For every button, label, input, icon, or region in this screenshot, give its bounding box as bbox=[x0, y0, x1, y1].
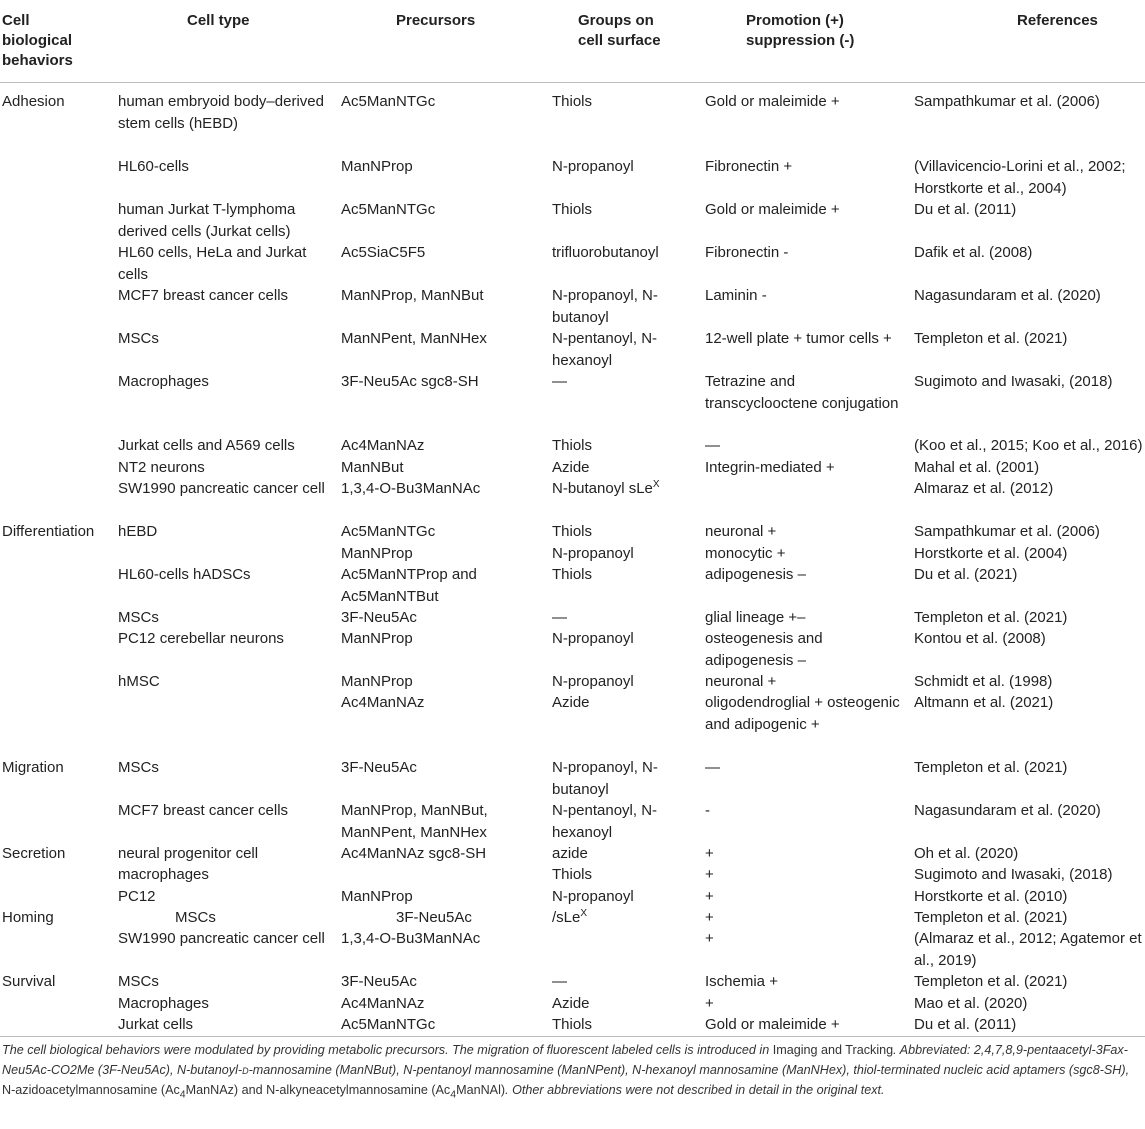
behavior-cell bbox=[2, 91, 114, 113]
promotion-cell-text: + bbox=[705, 995, 714, 1012]
precursor-cell-text: ManNProp, ManNBut bbox=[341, 287, 484, 304]
cell-type-cell bbox=[118, 328, 336, 350]
surface-group-cell-text: Azide bbox=[552, 694, 590, 711]
behavior-cell bbox=[2, 757, 114, 779]
reference-cell bbox=[914, 607, 1145, 629]
reference-cell-text: Templeton et al. (2021) bbox=[914, 759, 1068, 776]
reference-cell-text: Templeton et al. (2021) bbox=[914, 609, 1068, 626]
promotion-cell-text: 12-well plate + tumor cells + bbox=[705, 330, 892, 347]
precursor-cell bbox=[341, 242, 546, 264]
cell-type-cell bbox=[118, 1014, 336, 1036]
precursor-cell-text: Ac4ManNAz sgc8-SH bbox=[341, 845, 487, 862]
superscript-x: X bbox=[652, 479, 660, 490]
surface-group-cell-text: N-propanoyl bbox=[552, 630, 634, 647]
promotion-cell-text: Gold or maleimide + bbox=[705, 93, 840, 110]
cell-type-cell bbox=[118, 843, 336, 865]
cell-type-cell bbox=[118, 671, 336, 693]
reference-cell-text: Mahal et al. (2001) bbox=[914, 459, 1040, 476]
reference-cell-text: Du et al. (2011) bbox=[914, 201, 1017, 218]
header-promotion: Promotion (+) suppression (-) bbox=[746, 12, 855, 49]
cell-type-cell-text: MSCs bbox=[118, 973, 159, 990]
surface-group-cell-text: Thiols bbox=[552, 93, 593, 110]
cell-type-cell bbox=[118, 864, 336, 886]
promotion-cell-text: Ischemia + bbox=[705, 973, 778, 990]
reference-cell bbox=[914, 521, 1145, 543]
reference-cell-text: Horstkorte et al. (2010) bbox=[914, 888, 1068, 905]
reference-cell bbox=[914, 285, 1145, 307]
surface-group-cell bbox=[552, 521, 698, 543]
promotion-cell bbox=[705, 886, 910, 908]
promotion-cell bbox=[705, 371, 910, 414]
surface-group-cell-text: azide bbox=[552, 845, 588, 862]
footnote-part: The cell biological behaviors were modulated by providing metabolic precursors. The migration of fluorescent labeled cells is introduced in bbox=[2, 1043, 773, 1057]
precursor-cell bbox=[341, 457, 546, 479]
cell-type-cell bbox=[118, 371, 336, 393]
cell-type-cell-text: macrophages bbox=[118, 866, 209, 883]
footnote-section-ref: Imaging and Tracking bbox=[772, 1043, 894, 1057]
surface-group-cell-text: Thiols bbox=[552, 201, 593, 218]
promotion-cell bbox=[705, 521, 910, 543]
cell-type-cell-text: NT2 neurons bbox=[118, 459, 205, 476]
cell-type-cell bbox=[118, 564, 336, 586]
promotion-cell-text: neuronal + bbox=[705, 523, 777, 540]
surface-group-cell bbox=[552, 91, 698, 113]
surface-group-cell bbox=[552, 371, 698, 393]
surface-group-cell-text: Thiols bbox=[552, 566, 593, 583]
cell-type-cell-text: PC12 bbox=[118, 888, 156, 905]
promotion-cell-text: + bbox=[705, 866, 714, 883]
surface-group-cell bbox=[552, 843, 698, 865]
cell-type-cell-text: MCF7 breast cancer cells bbox=[118, 287, 289, 304]
reference-cell-text: Schmidt et al. (1998) bbox=[914, 673, 1053, 690]
reference-cell-text: Almaraz et al. (2012) bbox=[914, 480, 1054, 497]
promotion-cell bbox=[705, 564, 910, 586]
reference-cell bbox=[914, 328, 1145, 350]
promotion-cell-text: Integrin-mediated + bbox=[705, 459, 835, 476]
promotion-cell-text: + bbox=[705, 888, 714, 905]
cell-type-cell-text: Macrophages bbox=[118, 995, 209, 1012]
surface-group-cell bbox=[552, 564, 698, 586]
surface-group-cell bbox=[552, 628, 698, 650]
precursor-cell-text: Ac5ManNTGc bbox=[341, 523, 436, 540]
promotion-cell bbox=[705, 91, 910, 113]
precursor-cell bbox=[341, 800, 546, 843]
promotion-cell bbox=[705, 757, 910, 779]
surface-group-cell-text: N-propanoyl, N-butanoyl bbox=[552, 759, 658, 798]
precursor-cell-text: ManNProp bbox=[341, 673, 413, 690]
promotion-cell bbox=[705, 156, 910, 178]
reference-cell-text: Oh et al. (2020) bbox=[914, 845, 1019, 862]
reference-cell-text: Templeton et al. (2021) bbox=[914, 330, 1068, 347]
surface-group-cell bbox=[552, 993, 698, 1015]
promotion-cell-text: - bbox=[705, 802, 710, 819]
promotion-cell bbox=[705, 993, 910, 1015]
precursor-cell bbox=[341, 156, 546, 178]
precursor-cell bbox=[341, 607, 546, 629]
surface-group-cell bbox=[552, 1014, 698, 1036]
reference-cell-text: Du et al. (2011) bbox=[914, 1016, 1017, 1033]
precursor-cell bbox=[341, 1014, 546, 1036]
surface-group-cell-text: N-propanoyl bbox=[552, 673, 634, 690]
cell-type-cell bbox=[118, 928, 336, 950]
promotion-cell-text: — bbox=[705, 437, 720, 454]
promotion-cell-text: monocytic + bbox=[705, 545, 786, 562]
promotion-cell bbox=[705, 435, 910, 457]
cell-type-cell-text: Macrophages bbox=[118, 373, 209, 390]
precursor-cell bbox=[341, 91, 546, 113]
surface-group-cell-text: Thiols bbox=[552, 523, 593, 540]
surface-group-cell-text: N-propanoyl bbox=[552, 158, 634, 175]
promotion-cell bbox=[705, 971, 910, 993]
surface-group-cell-text: N-propanoyl bbox=[552, 545, 634, 562]
reference-cell bbox=[914, 478, 1145, 500]
behavior-cell-text: Migration bbox=[2, 759, 64, 776]
surface-group-cell-text: /sLe bbox=[552, 909, 581, 926]
promotion-cell bbox=[705, 628, 910, 671]
precursor-cell-text: ManNPent, ManNHex bbox=[341, 330, 487, 347]
precursor-cell-text: 3F-Neu5Ac bbox=[341, 609, 417, 626]
cell-type-cell-text: MCF7 breast cancer cells bbox=[118, 802, 289, 819]
precursor-cell-text: Ac4ManNAz bbox=[341, 694, 425, 711]
footnote-part: ManNAz) and N-alkyneacetylmannosamine (Ac bbox=[185, 1083, 451, 1097]
reference-cell bbox=[914, 692, 1145, 714]
surface-group-cell bbox=[552, 457, 698, 479]
promotion-cell bbox=[705, 1014, 910, 1036]
footnote-part: . Other abbreviations were not described in detail in the original text. bbox=[505, 1083, 885, 1097]
cell-type-cell bbox=[118, 607, 336, 629]
precursor-cell-text: Ac5SiaC5F5 bbox=[341, 244, 426, 261]
promotion-cell-text: glial lineage +– bbox=[705, 609, 806, 626]
surface-group-cell-text: N-pentanoyl, N-hexanoyl bbox=[552, 802, 658, 841]
surface-group-cell-text: N-butanoyl sLe bbox=[552, 480, 653, 497]
reference-cell bbox=[914, 907, 1145, 929]
precursor-cell-text: Ac5ManNTProp and Ac5ManNTBut bbox=[341, 566, 477, 605]
reference-cell-text: (Almaraz et al., 2012; Agatemor et al., 2019) bbox=[914, 930, 1142, 969]
precursor-cell-text: ManNProp bbox=[341, 630, 413, 647]
surface-group-cell-text: — bbox=[552, 609, 567, 626]
cell-type-cell-text: SW1990 pancreatic cancer cell bbox=[118, 930, 325, 947]
cell-type-cell bbox=[118, 521, 336, 543]
cell-type-cell bbox=[118, 199, 336, 242]
promotion-cell bbox=[705, 543, 910, 565]
cell-type-cell-text: MSCs bbox=[175, 909, 216, 926]
cell-type-cell-text: MSCs bbox=[118, 609, 159, 626]
promotion-cell-text: Fibronectin + bbox=[705, 158, 793, 175]
footnote-part: d bbox=[242, 1063, 249, 1077]
precursor-cell-text: 1,3,4-O-Bu3ManNAc bbox=[341, 930, 481, 947]
surface-group-cell bbox=[552, 435, 698, 457]
header-precursors: Precursors bbox=[396, 12, 476, 29]
behavior-cell bbox=[2, 971, 114, 993]
surface-group-cell-text: — bbox=[552, 373, 567, 390]
surface-group-cell bbox=[552, 907, 698, 929]
reference-cell bbox=[914, 457, 1145, 479]
promotion-cell bbox=[705, 457, 910, 479]
surface-group-cell-text: trifluorobutanoyl bbox=[552, 244, 659, 261]
reference-cell bbox=[914, 435, 1145, 457]
reference-cell bbox=[914, 564, 1145, 586]
promotion-cell bbox=[705, 800, 910, 822]
precursor-cell-text: 3F-Neu5Ac bbox=[341, 973, 417, 990]
surface-group-cell-text: N-pentanoyl, N-hexanoyl bbox=[552, 330, 658, 369]
precursor-cell-text: 3F-Neu5Ac sgc8-SH bbox=[341, 373, 479, 390]
reference-cell bbox=[914, 886, 1145, 908]
promotion-cell-text: osteogenesis and adipogenesis – bbox=[705, 630, 823, 669]
surface-group-cell-text: N-propanoyl bbox=[552, 888, 634, 905]
surface-group-cell bbox=[552, 199, 698, 221]
reference-cell-text: (Koo et al., 2015; Koo et al., 2016) bbox=[914, 437, 1143, 454]
precursor-cell bbox=[341, 628, 546, 650]
precursor-cell bbox=[341, 328, 546, 350]
behavior-cell bbox=[2, 843, 114, 865]
surface-group-cell-text: Thiols bbox=[552, 437, 593, 454]
precursor-cell bbox=[341, 993, 546, 1015]
surface-group-cell bbox=[552, 886, 698, 908]
promotion-cell bbox=[705, 843, 910, 865]
precursor-cell bbox=[341, 371, 546, 393]
precursor-cell bbox=[341, 199, 546, 221]
surface-group-cell-text: Azide bbox=[552, 459, 590, 476]
reference-cell bbox=[914, 242, 1145, 264]
cell-type-cell-text: PC12 cerebellar neurons bbox=[118, 630, 284, 647]
precursor-cell bbox=[341, 971, 546, 993]
precursor-cell-text: ManNProp bbox=[341, 888, 413, 905]
table-footnote bbox=[2, 1040, 1142, 1105]
reference-cell bbox=[914, 199, 1145, 221]
surface-group-cell bbox=[552, 478, 698, 500]
promotion-cell-text: + bbox=[705, 909, 714, 926]
footnote-part: N-azidoacetylmannosamine (Ac bbox=[2, 1083, 180, 1097]
cell-type-cell-text: HL60 cells, HeLa and Jurkat cells bbox=[118, 244, 307, 283]
footnote-part: 4 bbox=[179, 1088, 186, 1101]
precursor-cell bbox=[341, 521, 546, 543]
precursor-cell bbox=[341, 843, 546, 865]
header-references: References bbox=[1017, 12, 1098, 29]
precursor-cell-text: Ac5ManNTGc bbox=[341, 1016, 436, 1033]
precursor-cell bbox=[341, 886, 546, 908]
promotion-cell bbox=[705, 328, 910, 350]
reference-cell bbox=[914, 543, 1145, 565]
cell-type-cell-text: hEBD bbox=[118, 523, 158, 540]
cell-type-cell bbox=[118, 91, 336, 134]
reference-cell-text: Templeton et al. (2021) bbox=[914, 909, 1068, 926]
precursor-cell-text: 3F-Neu5Ac bbox=[341, 759, 417, 776]
cell-type-cell-text: HL60-cells bbox=[118, 158, 189, 175]
reference-cell bbox=[914, 993, 1145, 1015]
promotion-cell-text: + bbox=[705, 845, 714, 862]
promotion-cell-text: Tetrazine and transcyclooctene conjugation bbox=[705, 373, 899, 412]
promotion-cell bbox=[705, 199, 910, 221]
promotion-cell-text: oligodendroglial + osteogenic and adipogenic + bbox=[705, 694, 900, 733]
reference-cell-text: Sugimoto and Iwasaki, (2018) bbox=[914, 373, 1113, 390]
footnote-part: ManNAl) bbox=[456, 1083, 506, 1097]
footnote-part: 4 bbox=[450, 1088, 457, 1101]
header-groups: Groups on cell surface bbox=[578, 12, 661, 49]
reference-cell-text: Sampathkumar et al. (2006) bbox=[914, 523, 1100, 540]
promotion-cell-text: — bbox=[705, 759, 720, 776]
promotion-cell-text: Laminin - bbox=[705, 287, 767, 304]
reference-cell bbox=[914, 671, 1145, 693]
surface-group-cell bbox=[552, 864, 698, 886]
promotion-cell-text: adipogenesis – bbox=[705, 566, 806, 583]
precursor-cell bbox=[341, 928, 546, 950]
promotion-cell-text: + bbox=[705, 930, 714, 947]
precursor-cell-text: ManNBut bbox=[341, 459, 404, 476]
reference-cell-text: Mao et al. (2020) bbox=[914, 995, 1028, 1012]
cell-type-cell bbox=[118, 800, 336, 822]
precursor-cell-text: 3F-Neu5Ac bbox=[396, 909, 472, 926]
cell-type-cell-text: MSCs bbox=[118, 330, 159, 347]
precursor-cell-text: Ac4ManNAz bbox=[341, 437, 425, 454]
surface-group-cell bbox=[552, 328, 698, 371]
reference-cell-text: Kontou et al. (2008) bbox=[914, 630, 1046, 647]
superscript-x: X bbox=[580, 908, 588, 919]
promotion-cell bbox=[705, 671, 910, 693]
reference-cell-text: Altmann et al. (2021) bbox=[914, 694, 1054, 711]
cell-type-cell-text: neural progenitor cell bbox=[118, 845, 259, 862]
cell-type-cell-text: human Jurkat T-lymphoma derived cells (Jurkat cells) bbox=[118, 201, 296, 240]
promotion-cell bbox=[705, 907, 910, 929]
promotion-cell-text: neuronal + bbox=[705, 673, 777, 690]
header-rule bbox=[0, 82, 1145, 83]
reference-cell-text: Nagasundaram et al. (2020) bbox=[914, 802, 1101, 819]
surface-group-cell-text: Thiols bbox=[552, 1016, 593, 1033]
reference-cell-text: Nagasundaram et al. (2020) bbox=[914, 287, 1101, 304]
cell-type-cell-text: MSCs bbox=[118, 759, 159, 776]
surface-group-cell bbox=[552, 971, 698, 993]
footnote-part: -mannosamine (ManNBut), N-pentanoyl mannosamine (ManNPent), N-hexanoyl mannosamine (ManNHex), thiol-terminated nucleic acid aptamers (sgc8-SH), bbox=[248, 1063, 1130, 1077]
precursor-cell-text: Ac4ManNAz bbox=[341, 995, 425, 1012]
surface-group-cell bbox=[552, 800, 698, 843]
promotion-cell bbox=[705, 692, 910, 735]
behavior-cell-text: Homing bbox=[2, 909, 54, 926]
behavior-cell-text: Survival bbox=[2, 973, 56, 990]
surface-group-cell bbox=[552, 692, 698, 714]
bottom-rule bbox=[0, 1036, 1145, 1037]
behavior-cell-text: Adhesion bbox=[2, 93, 65, 110]
cell-type-cell bbox=[118, 285, 336, 307]
cell-type-cell-text: Jurkat cells bbox=[118, 1016, 194, 1033]
reference-cell-text: Templeton et al. (2021) bbox=[914, 973, 1068, 990]
reference-cell-text: Dafik et al. (2008) bbox=[914, 244, 1033, 261]
reference-cell bbox=[914, 864, 1145, 886]
precursor-cell bbox=[341, 435, 546, 457]
reference-cell-text: Du et al. (2021) bbox=[914, 566, 1018, 583]
precursor-cell-text: ManNProp bbox=[341, 158, 413, 175]
reference-cell-text: (Villavicencio-Lorini et al., 2002; Horstkorte et al., 2004) bbox=[914, 158, 1126, 197]
reference-cell bbox=[914, 800, 1145, 822]
surface-group-cell bbox=[552, 543, 698, 565]
precursor-cell-text: ManNProp bbox=[341, 545, 413, 562]
reference-cell-text: Sugimoto and Iwasaki, (2018) bbox=[914, 866, 1113, 883]
reference-cell bbox=[914, 371, 1145, 393]
precursor-cell bbox=[341, 692, 546, 714]
cell-type-cell bbox=[118, 435, 336, 457]
precursor-cell-text: 1,3,4-O-Bu3ManNAc bbox=[341, 480, 481, 497]
precursor-cell-text: ManNProp, ManNBut, ManNPent, ManNHex bbox=[341, 802, 488, 841]
cell-type-cell-text: human embryoid body–derived stem cells (hEBD) bbox=[118, 93, 324, 132]
reference-cell-text: Horstkorte et al. (2004) bbox=[914, 545, 1068, 562]
promotion-cell-text: Fibronectin - bbox=[705, 244, 789, 261]
surface-group-cell bbox=[552, 156, 698, 178]
header-behaviors: Cell biological behaviors bbox=[2, 12, 73, 69]
cell-type-cell-text: SW1990 pancreatic cancer cell bbox=[118, 480, 325, 497]
precursor-cell bbox=[341, 543, 546, 565]
cell-type-cell-text: HL60-cells hADSCs bbox=[118, 566, 251, 583]
precursor-cell bbox=[341, 285, 546, 307]
reference-cell bbox=[914, 156, 1145, 199]
surface-group-cell bbox=[552, 757, 698, 800]
reference-cell bbox=[914, 928, 1145, 971]
precursor-cell bbox=[341, 564, 546, 607]
surface-group-cell-text: Thiols bbox=[552, 866, 593, 883]
promotion-cell bbox=[705, 285, 910, 307]
precursor-cell-text: Ac5ManNTGc bbox=[341, 201, 436, 218]
cell-type-cell-text: Jurkat cells and A569 cells bbox=[118, 437, 295, 454]
cell-type-cell bbox=[118, 242, 336, 285]
reference-cell bbox=[914, 91, 1145, 113]
promotion-cell bbox=[705, 928, 910, 950]
promotion-cell bbox=[705, 242, 910, 264]
surface-group-cell-text: Azide bbox=[552, 995, 590, 1012]
surface-group-cell-text: — bbox=[552, 973, 567, 990]
cell-type-cell bbox=[118, 457, 336, 479]
reference-cell bbox=[914, 757, 1145, 779]
cell-type-cell-text: hMSC bbox=[118, 673, 160, 690]
behavior-cell bbox=[2, 521, 114, 543]
promotion-cell-text: Gold or maleimide + bbox=[705, 201, 840, 218]
surface-group-cell bbox=[552, 671, 698, 693]
reference-cell bbox=[914, 1014, 1145, 1036]
cell-type-cell bbox=[118, 757, 336, 779]
cell-type-cell bbox=[118, 478, 336, 500]
promotion-cell-text: Gold or maleimide + bbox=[705, 1016, 840, 1033]
cell-type-cell bbox=[118, 886, 336, 908]
cell-type-cell bbox=[118, 971, 336, 993]
promotion-cell bbox=[705, 864, 910, 886]
precursor-cell bbox=[341, 757, 546, 779]
footnote-part: . Abbreviated: 2,4,7,8,9-pentaacetyl-3Fax-Neu5Ac-CO2Me (3F-Neu5Ac), N-butanoyl- bbox=[2, 1043, 1128, 1077]
behavior-cell-text: Differentiation bbox=[2, 523, 95, 540]
promotion-cell bbox=[705, 607, 910, 629]
surface-group-cell bbox=[552, 285, 698, 328]
cell-type-cell bbox=[118, 993, 336, 1015]
reference-cell bbox=[914, 843, 1145, 865]
precursor-cell-text: Ac5ManNTGc bbox=[341, 93, 436, 110]
behavior-cell-text: Secretion bbox=[2, 845, 66, 862]
reference-cell-text: Sampathkumar et al. (2006) bbox=[914, 93, 1100, 110]
precursor-cell bbox=[341, 671, 546, 693]
surface-group-cell-text: N-propanoyl, N-butanoyl bbox=[552, 287, 658, 326]
cell-type-cell bbox=[118, 156, 336, 178]
reference-cell bbox=[914, 971, 1145, 993]
reference-cell bbox=[914, 628, 1145, 650]
surface-group-cell bbox=[552, 242, 698, 264]
header-cell-type: Cell type bbox=[187, 12, 250, 29]
cell-type-cell bbox=[118, 628, 336, 650]
precursor-cell bbox=[341, 478, 546, 500]
surface-group-cell bbox=[552, 607, 698, 629]
behavior-cell bbox=[2, 907, 114, 929]
